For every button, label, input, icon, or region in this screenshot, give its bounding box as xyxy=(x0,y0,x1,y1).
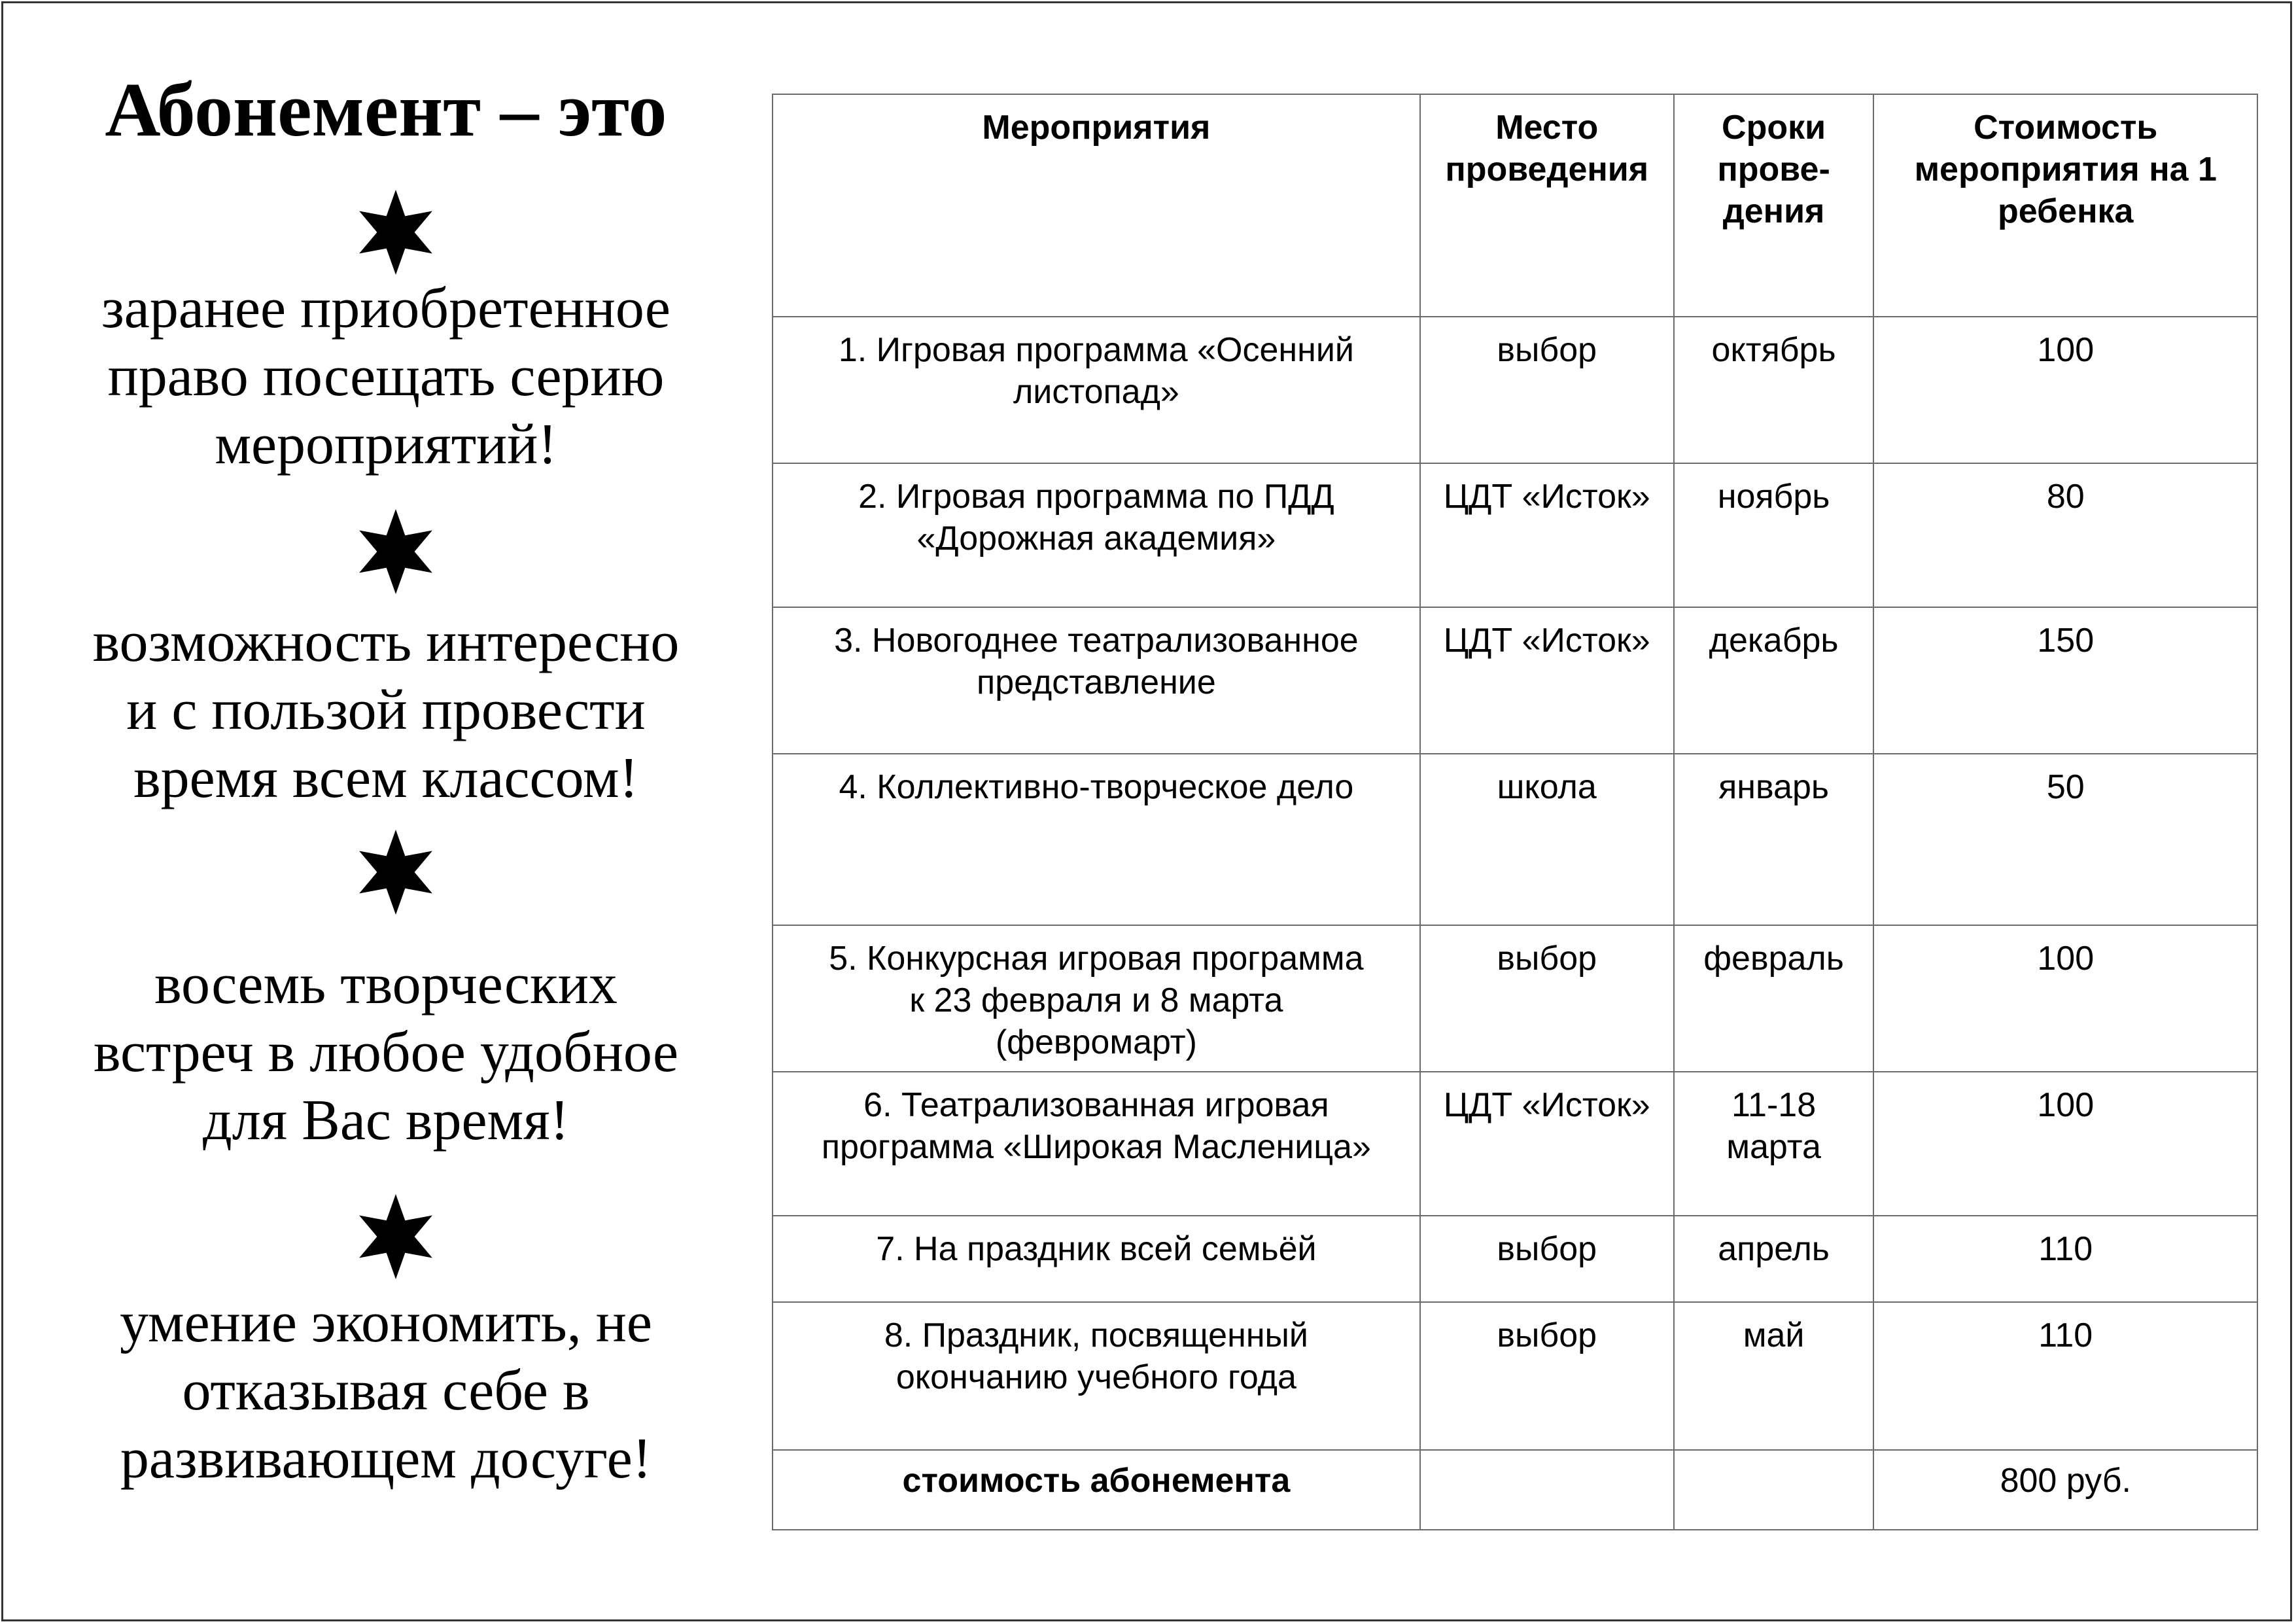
page-title: Абонемент – это xyxy=(105,67,667,152)
event-cell xyxy=(773,463,1420,607)
place-cell: ЦДТ «Исток» xyxy=(1420,607,1674,754)
date-cell xyxy=(1674,754,1874,925)
subscription-description xyxy=(26,39,746,1544)
six-point-star-icon xyxy=(353,509,438,594)
date-cell xyxy=(1674,1302,1874,1450)
benefit-3-line-1: восемь творческих xyxy=(154,953,617,1016)
event-line: 8. Праздник, посвященный xyxy=(884,1316,1308,1354)
place-cell: школа xyxy=(1420,754,1674,925)
benefit-3-line-3: для Вас время! xyxy=(202,1089,570,1152)
header-place-line: Место xyxy=(1495,109,1599,147)
place-cell: выбор xyxy=(1420,925,1674,1072)
event-line: листопад» xyxy=(1013,373,1179,411)
date-cell xyxy=(1674,1216,1874,1302)
event-line: 1. Игровая программа «Осенний xyxy=(838,331,1354,369)
benefit-1-line-2: право посещать серию xyxy=(107,345,665,408)
date-cell xyxy=(1674,925,1874,1072)
benefit-2-line-2: и с пользой провести xyxy=(126,679,646,742)
event-line: к 23 февраля и 8 марта xyxy=(909,981,1283,1019)
date-line: май xyxy=(1743,1316,1805,1354)
price-cell: 50 xyxy=(1873,754,2257,925)
header-dates-line: прове- xyxy=(1717,150,1830,188)
date-cell xyxy=(1674,463,1874,607)
header-place-line: проведения xyxy=(1445,150,1649,188)
price-cell: 80 xyxy=(1873,463,2257,607)
event-cell xyxy=(773,1302,1420,1450)
header-cost-line: Стоимость xyxy=(1974,109,2158,147)
date-cell xyxy=(1674,317,1874,463)
date-cell xyxy=(1674,607,1874,754)
total-date xyxy=(1674,1450,1874,1530)
table-row xyxy=(773,1302,2257,1450)
header-dates-line: Сроки xyxy=(1722,109,1826,147)
date-line: февраль xyxy=(1703,940,1844,978)
table-row xyxy=(773,1072,2257,1216)
benefit-2-text xyxy=(26,609,746,813)
price-cell: 110 xyxy=(1873,1216,2257,1302)
header-dates xyxy=(1674,94,1874,317)
date-cell xyxy=(1674,1072,1874,1216)
total-label: стоимость абонемента xyxy=(773,1450,1420,1530)
benefit-3-line-2: встреч в любое удобное xyxy=(93,1021,679,1084)
table-row xyxy=(773,1216,2257,1302)
price-cell: 110 xyxy=(1873,1302,2257,1450)
benefit-1-line-3: мероприятий! xyxy=(215,413,557,476)
place-cell: выбор xyxy=(1420,1302,1674,1450)
events-table xyxy=(772,94,2258,1530)
event-cell xyxy=(773,754,1420,925)
benefit-4-text xyxy=(26,1289,746,1493)
header-events-line: Мероприятия xyxy=(982,109,1211,147)
date-line: ноябрь xyxy=(1717,478,1830,516)
header-dates-line: дения xyxy=(1722,192,1825,230)
benefit-2-line-3: время всем классом! xyxy=(133,747,638,810)
date-line: октябрь xyxy=(1711,331,1836,369)
price-cell: 100 xyxy=(1873,317,2257,463)
event-line: «Дорожная академия» xyxy=(916,520,1276,557)
date-line: марта xyxy=(1726,1128,1821,1166)
date-line: апрель xyxy=(1718,1230,1830,1268)
event-line: окончанию учебного года xyxy=(896,1358,1296,1396)
price-cell: 150 xyxy=(1873,607,2257,754)
price-cell: 100 xyxy=(1873,1072,2257,1216)
place-cell: ЦДТ «Исток» xyxy=(1420,1072,1674,1216)
event-line: 7. На праздник всей семьёй xyxy=(876,1230,1317,1268)
event-line: 4. Коллективно-творческое дело xyxy=(839,768,1354,806)
event-line: 3. Новогоднее театрализованное xyxy=(834,622,1359,660)
total-place xyxy=(1420,1450,1674,1530)
date-line: 11-18 xyxy=(1731,1086,1817,1124)
event-line: представление xyxy=(977,663,1216,701)
table-row xyxy=(773,607,2257,754)
benefit-1-text xyxy=(26,275,746,479)
event-cell xyxy=(773,1072,1420,1216)
date-line: январь xyxy=(1718,768,1829,806)
price-cell: 100 xyxy=(1873,925,2257,1072)
event-cell xyxy=(773,925,1420,1072)
event-line: программа «Широкая Масленица» xyxy=(821,1128,1371,1166)
place-cell: выбор xyxy=(1420,317,1674,463)
event-line: 5. Конкурсная игровая программа xyxy=(829,940,1364,978)
header-cost xyxy=(1873,94,2257,317)
date-line: декабрь xyxy=(1709,622,1839,660)
event-line: (февромарт) xyxy=(995,1023,1197,1061)
six-point-star-icon xyxy=(353,190,438,275)
six-point-star-icon xyxy=(353,830,438,915)
benefit-4-line-3: развивающем досуге! xyxy=(120,1427,652,1491)
header-cost-line: ребенка xyxy=(1998,192,2134,230)
place-cell: выбор xyxy=(1420,1216,1674,1302)
table-row xyxy=(773,925,2257,1072)
benefit-2-line-1: возможность интересно xyxy=(92,610,680,674)
event-cell xyxy=(773,317,1420,463)
table-row xyxy=(773,317,2257,463)
event-cell xyxy=(773,1216,1420,1302)
table-row xyxy=(773,754,2257,925)
header-cost-line: мероприятия на 1 xyxy=(1914,150,2217,188)
total-row xyxy=(773,1450,2257,1530)
benefit-1-line-1: заранее приобретенное xyxy=(101,277,670,340)
header-place xyxy=(1420,94,1674,317)
six-point-star-icon xyxy=(353,1194,438,1279)
event-line: 6. Театрализованная игровая xyxy=(863,1086,1329,1124)
table-header-row xyxy=(773,94,2257,317)
benefit-4-line-2: отказывая себе в xyxy=(182,1359,590,1422)
event-line: 2. Игровая программа по ПДД xyxy=(858,478,1334,516)
benefit-4-line-1: умение экономить, не xyxy=(120,1291,652,1354)
benefit-3-text xyxy=(26,951,746,1155)
header-events xyxy=(773,94,1420,317)
table-row xyxy=(773,463,2257,607)
event-cell xyxy=(773,607,1420,754)
total-price: 800 руб. xyxy=(1873,1450,2257,1530)
events-table-container xyxy=(772,94,2258,1529)
place-cell: ЦДТ «Исток» xyxy=(1420,463,1674,607)
